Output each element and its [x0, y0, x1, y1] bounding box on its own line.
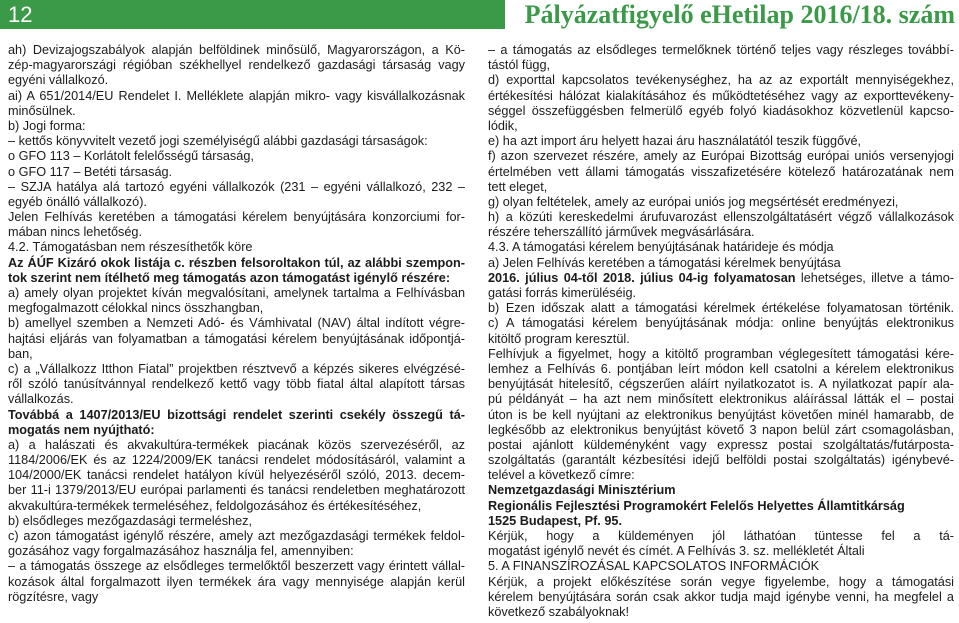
bold-text-line: tok szerint nem ítélhető meg támogatás azon támogatást igénylő részére:: [8, 270, 451, 285]
text-line: d) exporttal kapcsolatos tevékenységhez, ha az az exportált mennyiségekhez,: [488, 73, 954, 88]
text-segment: lehetséges, illetve a támo-: [795, 270, 955, 285]
page-number-band: [0, 0, 505, 29]
text-line: a) Jelen Felhívás keretében a támogatási kérelmek benyújtása: [488, 255, 841, 270]
text-line: c) A támogatási kérelem benyújtásának módja: online benyújtás elektronikus: [488, 316, 954, 331]
text-line: telével a következő címre:: [488, 468, 635, 483]
text-line: úton is be kell nyújtani az elektronikus benyújtást követően minél hamarabb, de: [488, 407, 954, 422]
publication-title: Pályázatfigyelő eHetilap 2016/18. szám: [524, 0, 955, 29]
text-line: megfogalmazott célokkal nincs összhangban,: [8, 301, 264, 316]
text-line: tett eleget,: [488, 179, 548, 194]
text-line: ber 11-i 1379/2013/EU európai parlamenti és tanácsi rendeletben meghatározott: [8, 483, 465, 498]
text-line: Felhívjuk a figyelmet, hogy a kitöltő programban véglegesített támogatási kére-: [488, 346, 954, 361]
text-line: mában nincs lehetőség.: [8, 225, 143, 240]
section-heading: 4.3. A támogatási kérelem benyújtásának határideje és módja: [488, 240, 834, 255]
text-line: minősülnek.: [8, 103, 76, 118]
text-line: pú példányát – ha azt nem minősített elektronikus aláírással látták el – postai: [488, 392, 954, 407]
list-item: o GFO 113 – Korlátolt felelősségű társaság,: [8, 149, 254, 164]
text-line: vállalkozás.: [8, 392, 74, 407]
bold-text-line: Az ÁÚF Kizáró okok listája c. részben felsoroltakon túl, az alábbi szempon-: [8, 255, 465, 270]
text-line: szolgáltatás (garantált kézbesítési idejű belföldi postai szolgáltatás) igénybevé-: [488, 453, 954, 468]
list-item: – SZJA hatálya alá tartozó egyéni vállalkozók (231 – egyéni vállalkozó, 232 –: [8, 179, 465, 194]
list-item: – a támogatás az elsődleges termelőknek történő teljes vagy részleges továbbí-: [488, 43, 954, 57]
text-line: ről szóló tanúsítvánnyal rendelkező kettő vagy több fiatal által alapított társas: [8, 377, 465, 392]
text-line: ai) A 651/2014/EU Rendelet I. Melléklete alapján mikro- vagy kisvállalkozásnak: [8, 88, 465, 103]
right-column: [488, 43, 954, 620]
text-line: hajtási eljárás van folyamatban a támogatási kérelem benyújtásának időpontjá-: [8, 331, 465, 346]
text-line: f) azon szervezet részére, amely az Európai Bizottság európai uniós versenyjogi: [488, 149, 954, 164]
text-line: részére teherszállító járművek megvásárlására.: [488, 225, 755, 240]
text-line: kozások által forgalmazott ilyen termékek ára vagy mennyisége alapján kerül: [8, 574, 465, 589]
text-line: postai ajánlott küldeményként vagy expressz postai szolgáltatás/futárposta-: [488, 437, 954, 452]
text-line: b) amellyel szemben a Nemzeti Adó- és Vámhivatal (NAV) által indított végre-: [8, 316, 465, 331]
page-number: 12: [8, 2, 33, 27]
text-line: egyéb önálló vállalkozó).: [8, 194, 147, 209]
text-line: 1184/2006/EK és az 1224/2009/EK tanácsi rendelet módosításáról, valamint a: [8, 453, 465, 468]
text-line: lódik,: [488, 118, 518, 133]
text-line: kitöltő program keresztül.: [488, 331, 630, 346]
bold-text-line: mogatás nem nyújtható:: [8, 422, 155, 437]
text-line: b) Jogi forma:: [8, 118, 86, 133]
text-line: Kérjük, hogy a küldeményen jól láthatóan tüntesse fel a tá-: [488, 529, 954, 543]
address-line: Nemzetgazdasági Minisztérium: [488, 483, 676, 498]
text-line: mogatást igénylő nevét és címét. A Felhívás 3. sz. mellékletét Általi: [488, 544, 865, 559]
text-line: 104/2000/EK tanácsi rendelet hatályon kívül helyezéséről szóló, 2013. decem-: [8, 468, 465, 483]
address-line: Regionális Fejlesztési Programokért Felelős Helyettes Államtitkárság: [488, 498, 905, 513]
text-line: egyéni vállalkozó.: [8, 73, 109, 88]
address-line: 1525 Budapest, Pf. 95.: [488, 513, 622, 528]
text-line: ban,: [8, 346, 33, 361]
text-line: c) azon támogatást igénylő részére, amely azt mezőgazdasági termékek feldol-: [8, 529, 465, 543]
text-line: Kérjük, a projekt előkészítése során vegye figyelembe, hogy a támogatási: [488, 574, 954, 589]
text-line: rögzítésre, vagy: [8, 589, 99, 604]
text-line: e) ha azt import áru helyett hazai áru használatától teszik függővé,: [488, 134, 862, 149]
text-line: értékesítési hálózat kialakításához és működtetéséhez vagy az exporttevékeny-: [488, 88, 954, 103]
text-line: kérelem benyújtására során csak akkor tudja majd igénybe venni, ha megfelel a: [488, 589, 954, 604]
list-item: – a támogatás összege az elsődleges termelőktől beszerzett vagy érintett vállal-: [8, 559, 465, 574]
text-line: legkésőbb az elektronikus benyújtást követő 3 napon belül zárt csomagolásban,: [488, 422, 954, 437]
section-heading: 5. A FINANSZÍROZÁSAL KAPCSOLATOS INFORMÁCIÓK: [488, 559, 820, 574]
text-line: séggel összefüggésben felmerülő egyéb folyó kiadásokhoz közvetlenül kapcso-: [488, 103, 954, 118]
text-line: Jelen Felhívás keretében a támogatási kérelem benyújtására konzorciumi for-: [8, 210, 465, 225]
text-line: c) a „Vállalkozz Itthon Fiatal” projektben résztvevő a képzés sikeres elvégzésé-: [8, 361, 465, 376]
text-line: gatási forrás kimerüléséig.: [488, 286, 637, 300]
list-item: – kettős könyvvitelt vezető jogi személyiségű alábbi gazdasági társaságok:: [8, 134, 428, 149]
text-line: gozásához vagy forgalmazásához használja fel, amennyiben:: [8, 544, 354, 559]
text-line: tástól függ,: [488, 58, 551, 73]
text-line: a) amely olyan projektet kíván megvalósítani, amelynek tartalma a Felhívásban: [8, 286, 465, 300]
text-line: értelmében vett állami támogatás visszafizetésére kötelező határozatának nem: [488, 164, 954, 179]
text-line: b) elsődleges mezőgazdasági termeléshez,: [8, 513, 253, 528]
text-line: a) a halászati és akvakultúra-termékek piacának közös szervezéséről, az: [8, 437, 465, 452]
text-line: akvakultúra-termékek termeléséhez, feldolgozásához és értékesítéséhez,: [8, 498, 422, 513]
text-line: g) olyan feltételek, amely az európai uniós jog megsértését eredményezi,: [488, 194, 899, 209]
list-item: o GFO 117 – Betéti társaság.: [8, 164, 173, 179]
text-line: következő szabályoknak!: [488, 604, 630, 619]
section-heading: 4.2. Támogatásban nem részesíthetők köre: [8, 240, 253, 255]
submission-period: 2016. július 04-től 2018. július 04-ig folyamatosan: [488, 270, 796, 285]
text-line: lemhez a Felhívás 6. pontjában leírt módon kell csatolni a kérelem elektronikus: [488, 361, 954, 376]
text-line: h) a közúti kereskedelmi árufuvarozást ellenszolgáltatásért végző vállalkozások: [488, 210, 954, 225]
text-line: ah) Devizajogszabályok alapján belföldinek minősülő, Magyarországon, a Kö-: [8, 43, 465, 57]
left-column: [8, 43, 465, 605]
text-line: b) Ezen időszak alatt a támogatási kérelmek értékelése folyamatosan történik.: [488, 301, 954, 316]
bold-text-line: Továbbá a 1407/2013/EU bizottsági rendelet szerinti csekély összegű tá-: [8, 407, 465, 422]
text-line: zép-magyarországi régióban székhellyel rendelkező gazdasági társaság vagy: [8, 58, 465, 73]
text-line: benyújtását hitelesítő, cégszerűen aláírt nyilatkozatot is. A nyilatkozat papír ala-: [488, 377, 954, 392]
text-line: [488, 271, 954, 286]
